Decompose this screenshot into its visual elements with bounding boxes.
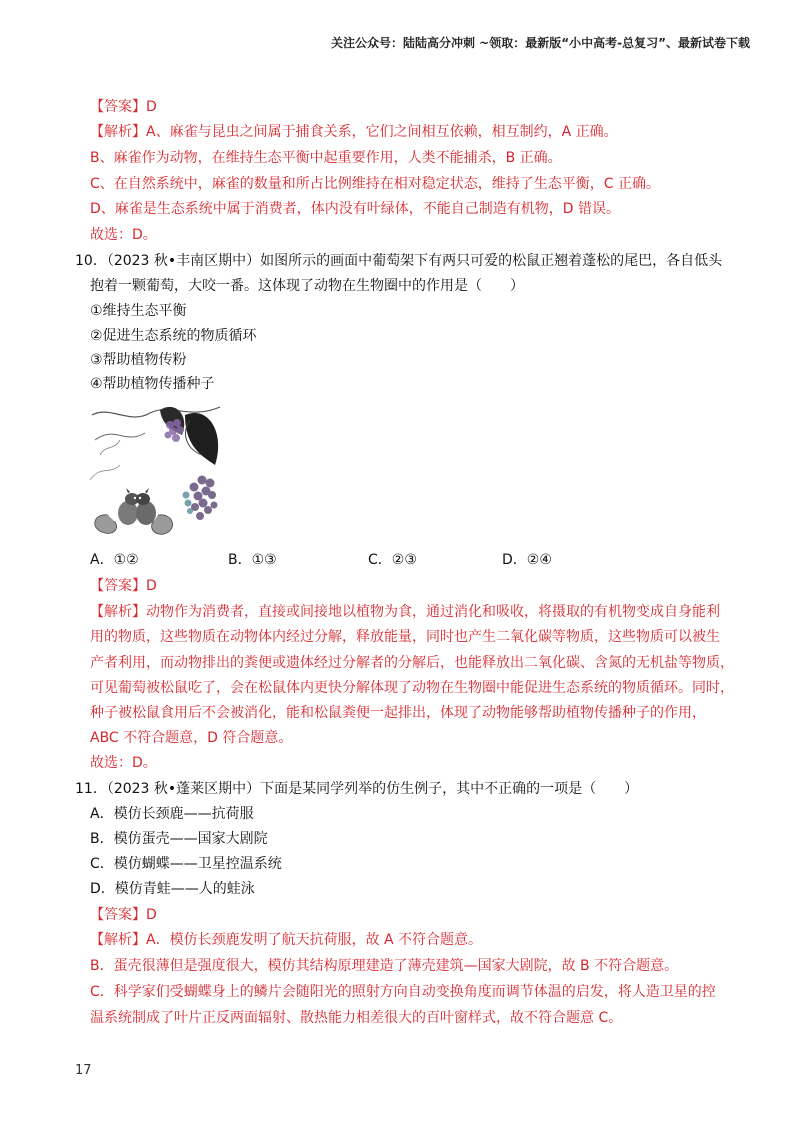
q11-option-b: B．模仿蛋壳——国家大剧院 xyxy=(90,831,268,847)
q9-analysis-line: C、在自然系统中，麻雀的数量和所占比例维持在相对稳定状态，维持了生态平衡，C 正确。 xyxy=(90,176,660,192)
q11-answer: 【答案】D xyxy=(90,907,157,923)
grape-squirrel-figure xyxy=(90,395,225,540)
q10-answer: 【答案】D xyxy=(90,578,157,594)
q11-analysis-line: 温系统制成了叶片正反两面辐射、散热能力相差很大的百叶窗样式，故不符合题意 C。 xyxy=(90,1010,623,1026)
grape-squirrel-illustration xyxy=(90,395,225,540)
q10-option-b: B．①③ xyxy=(228,552,277,568)
q10-analysis-line: 产者利用，而动物排出的粪便或遗体经过分解者的分解后，也能释放出二氧化碳、含氮的无机盐等物质， xyxy=(90,655,734,671)
q10-analysis-line: ABC 不符合题意，D 符合题意。 xyxy=(90,730,293,746)
q10-option-d: D．②④ xyxy=(502,552,552,568)
q10-analysis-line: 【解析】动物作为消费者，直接或间接地以植物为食，通过消化和吸收，将摄取的有机物变成自身能利 xyxy=(90,604,720,620)
q10-conclusion: 故选：D。 xyxy=(90,755,157,771)
q11-stem: 11．（2023 秋•蓬莱区期中）下面是某同学列举的仿生例子，其中不正确的一项是（ ） xyxy=(75,781,639,797)
q10-option-c: C．②③ xyxy=(368,552,417,568)
page-number: 17 xyxy=(75,1063,92,1078)
q10-item: ④帮助植物传播种子 xyxy=(90,376,215,392)
q9-analysis-line: B、麻雀作为动物，在维持生态平衡中起重要作用，人类不能捕杀，B 正确。 xyxy=(90,150,562,166)
q11-option-a: A．模仿长颈鹿——抗荷服 xyxy=(90,806,254,822)
q9-analysis-line: 【解析】A、麻雀与昆虫之间属于捕食关系，它们之间相互依赖，相互制约，A 正确。 xyxy=(90,124,618,140)
q10-analysis-line: 可见葡萄被松鼠吃了，会在松鼠体内更快分解体现了动物在生物圈中能促进生态系统的物质循环。同时， xyxy=(90,680,734,696)
q11-analysis-line: 【解析】A．模仿长颈鹿发明了航天抗荷服，故 A 不符合题意。 xyxy=(90,932,483,948)
q10-option-a: A．①② xyxy=(90,552,139,568)
q11-option-d: D．模仿青蛙——人的蛙泳 xyxy=(90,881,255,897)
q10-analysis-line: 种子被松鼠食用后不会被消化，能和松鼠粪便一起排出，体现了动物能够帮助植物传播种子的作用， xyxy=(90,705,706,721)
q10-analysis-line: 用的物质，这些物质在动物体内经过分解，释放能量，同时也产生二氧化碳等物质，这些物质可以被生 xyxy=(90,629,720,645)
q11-option-c: C．模仿蝴蝶——卫星控温系统 xyxy=(90,856,282,872)
q10-stem-line: 10．（2023 秋•丰南区期中）如图所示的画面中葡萄架下有两只可爱的松鼠正翘着蓬松的尾巴，各自低头 xyxy=(75,253,723,269)
page-header: 关注公众号：陆陆高分冲刺 ~领取：最新版“小中高考-总复习”、最新试卷下载 xyxy=(331,36,750,50)
q10-item: ③帮助植物传粉 xyxy=(90,352,187,368)
q10-stem-line: 抱着一颗葡萄，大咬一番。这体现了动物在生物圈中的作用是（ ） xyxy=(90,278,524,294)
q9-analysis-line: D、麻雀是生态系统中属于消费者，体内没有叶绿体，不能自己制造有机物，D 错误。 xyxy=(90,201,621,217)
q10-item: ②促进生态系统的物质循环 xyxy=(90,328,257,344)
q11-analysis-line: B．蛋壳很薄但是强度很大，模仿其结构原理建造了薄壳建筑—国家大剧院，故 B 不符合题意。 xyxy=(90,958,679,974)
q10-item: ①维持生态平衡 xyxy=(90,303,187,319)
q9-conclusion: 故选：D。 xyxy=(90,227,157,243)
q11-analysis-line: C．科学家们受蝴蝶身上的鳞片会随阳光的照射方向自动变换角度而调节体温的启发，将人造卫星的控 xyxy=(90,984,716,1000)
q9-answer: 【答案】D xyxy=(90,99,157,115)
